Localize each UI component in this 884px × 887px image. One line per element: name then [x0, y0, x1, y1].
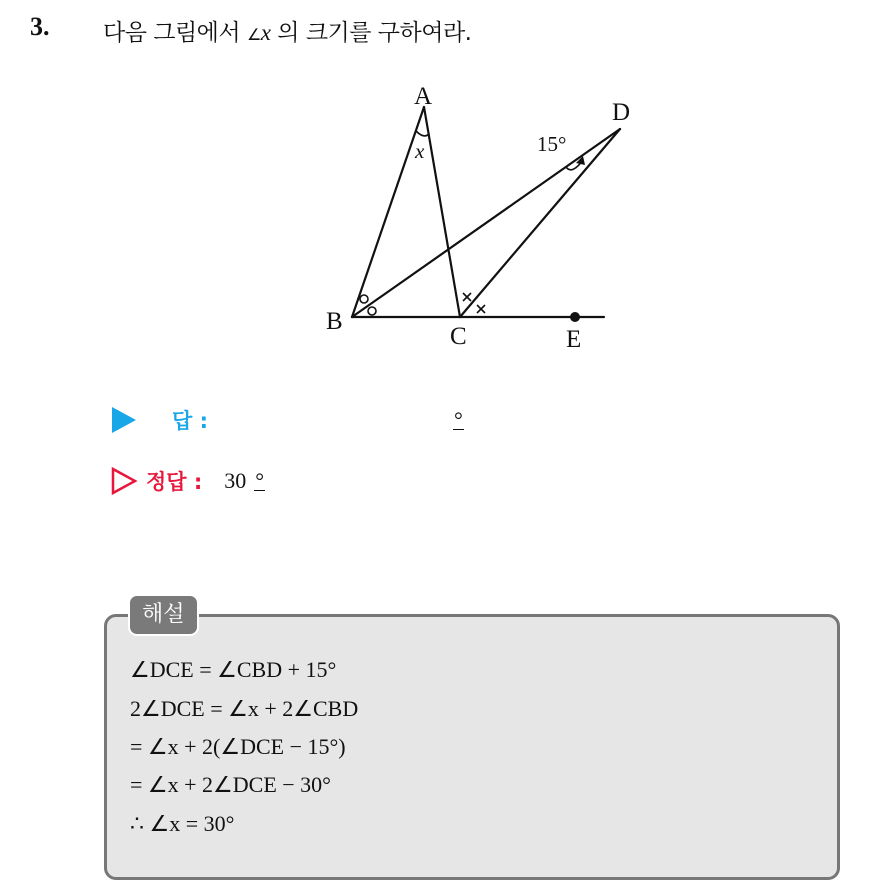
- solution-tag: 해설: [128, 594, 199, 636]
- angle-mark-b2: [368, 307, 376, 315]
- segment-ab: [352, 107, 424, 317]
- segment-bd: [352, 129, 620, 317]
- segment-ac: [424, 107, 460, 317]
- solution-line-3: = ∠x + 2(∠DCE − 15°): [130, 734, 346, 759]
- label-b: B: [326, 308, 343, 335]
- correct-label: 정답 :: [146, 470, 203, 494]
- question-number: 3.: [30, 12, 50, 41]
- angle-mark-b1: [360, 295, 368, 303]
- question-text-after: 의 크기를 구하여라.: [270, 20, 472, 46]
- answer-blank-unit: °: [454, 407, 463, 432]
- answer-marker-icon: [110, 405, 138, 435]
- correct-value: 30: [224, 468, 247, 493]
- solution-line-4: = ∠x + 2∠DCE − 30°: [130, 772, 331, 797]
- question-text-before: 다음 그림에서: [103, 20, 247, 46]
- correct-answer-row: [110, 466, 265, 496]
- correct-unit-wrap: [254, 468, 265, 494]
- label-c: C: [450, 323, 467, 350]
- label-d: D: [612, 99, 631, 126]
- solution-line-5: ∴ ∠x = 30°: [130, 811, 235, 836]
- angle-arc-a: [416, 131, 429, 136]
- answer-blank[interactable]: [453, 407, 464, 433]
- label-a: A: [414, 83, 433, 110]
- solution-line-2: 2∠DCE = ∠x + 2∠CBD: [130, 696, 359, 721]
- point-e-dot: [570, 312, 580, 322]
- answer-row: [110, 405, 208, 435]
- answer-label: 답 :: [172, 409, 208, 433]
- label-angle-15: 15°: [537, 132, 567, 156]
- question-variable: x: [260, 20, 271, 45]
- correct-marker-icon: [110, 466, 138, 496]
- label-angle-x: x: [415, 139, 425, 163]
- angle-symbol: ∠: [246, 25, 261, 44]
- label-e: E: [566, 326, 582, 353]
- solution-line-1: ∠DCE = ∠CBD + 15°: [130, 657, 337, 682]
- segment-cd: [460, 129, 620, 317]
- correct-unit: °: [255, 468, 265, 493]
